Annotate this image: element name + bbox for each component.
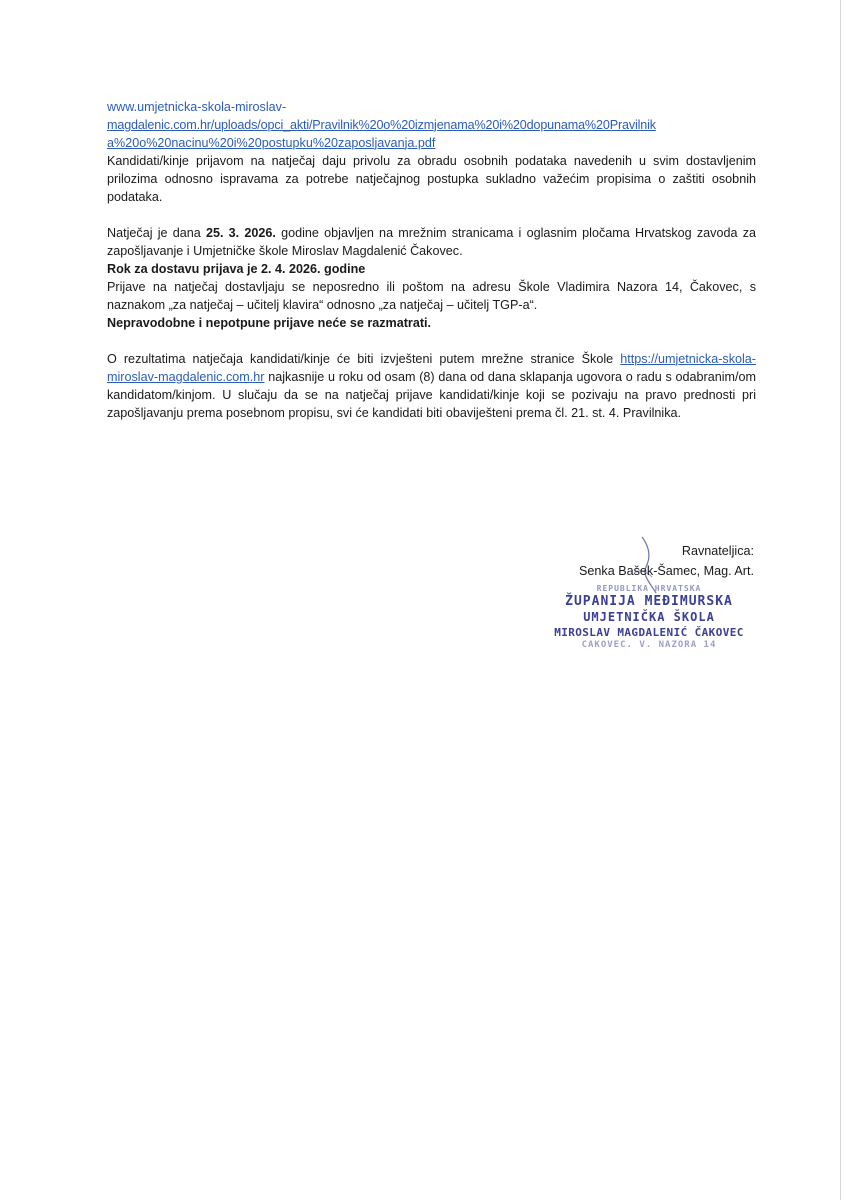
signature-name: Senka Bašek-Šamec, Mag. Art. <box>579 564 754 578</box>
signature-role: Ravnateljica: <box>681 544 754 558</box>
school-website-link[interactable]: https://umjetnicka-skola-miroslav-magdalenic.com.hr <box>107 352 756 384</box>
publication-paragraph <box>107 224 756 260</box>
deadline-text: Rok za dostavu prijava je 2. 4. 2026. godine <box>107 262 366 276</box>
consent-paragraph: Kandidati/kinje prijavom na natječaj daju privolu za obradu osobnih podataka navedenih u svim dostavljenim prilozima odnosno ispravama za potrebe natječajnog postupka sukladno važećim propisima o zaštiti osobnih podataka. <box>107 154 756 204</box>
results-paragraph <box>107 350 756 422</box>
regulation-link-line-2[interactable]: magdalenic.com.hr/uploads/opci_akti/Pravilnik%20o%20izmjenama%20i%20dopunama%20Pravilnik <box>107 118 656 132</box>
official-stamp <box>536 583 762 669</box>
publication-date: 25. 3. 2026. <box>205 226 276 240</box>
regulation-link-line-3[interactable]: a%20o%20nacinu%20i%20postupku%20zaposljavanja.pdf <box>107 136 436 150</box>
stamp-school-line-2: MIROSLAV MAGDALENIĆ ČAKOVEC <box>554 626 744 639</box>
deadline-line <box>107 260 756 278</box>
results-suffix: najkasnije u roku od osam (8) dana od dana sklapanja ugovora o radu s odabranim/om kandidatom/kinjom. U slučaju da se na natječaj prijave kandidati/kinje koji se pozivaju na pravo prednosti pri zapošljavanju prema posebnom propisu, svi će kandidati biti obaviješteni prema čl. 21. st. 4. Pravilnika. <box>107 370 756 420</box>
page-edge-divider <box>840 0 841 1200</box>
publication-suffix: godine objavljen na mrežnim stranicama i oglasnim pločama Hrvatskog zavoda za zapošljavanje i Umjetničke škole Miroslav Magdalenić Čakovec. <box>107 226 757 258</box>
publication-prefix: Natječaj je dana <box>107 226 206 240</box>
signature-block <box>579 541 754 581</box>
paragraph-gap <box>107 206 756 224</box>
warning-line <box>107 314 756 332</box>
regulation-link[interactable] <box>107 98 756 152</box>
stamp-school-line-1: UMJETNIČKA ŠKOLA <box>583 610 715 624</box>
stamp-top-line: REPUBLIKA HRVATSKA <box>596 584 702 593</box>
submission-paragraph: Prijave na natječaj dostavljaju se neposredno ili poštom na adresu Škole Vladimira Nazora 14, Čakovec, s naznakom „za natječaj – učitelj klavira“ odnosno „za natječaj – učitelj TGP-a“. <box>107 280 756 312</box>
document-body <box>107 98 756 422</box>
regulation-link-line-1[interactable]: www.umjetnicka-skola-miroslav- <box>107 100 287 114</box>
stamp-county: ŽUPANIJA MEĐIMURSKA <box>565 594 733 609</box>
results-prefix: O rezultatima natječaja kandidati/kinje će biti izvješteni putem mrežne stranice Škole <box>107 352 621 366</box>
stamp-city-line: ČAKOVEC, V. NAZORA 14 <box>581 640 717 647</box>
warning-text: Nepravodobne i nepotpune prijave neće se razmatrati. <box>107 316 432 330</box>
paragraph-gap <box>107 332 756 350</box>
